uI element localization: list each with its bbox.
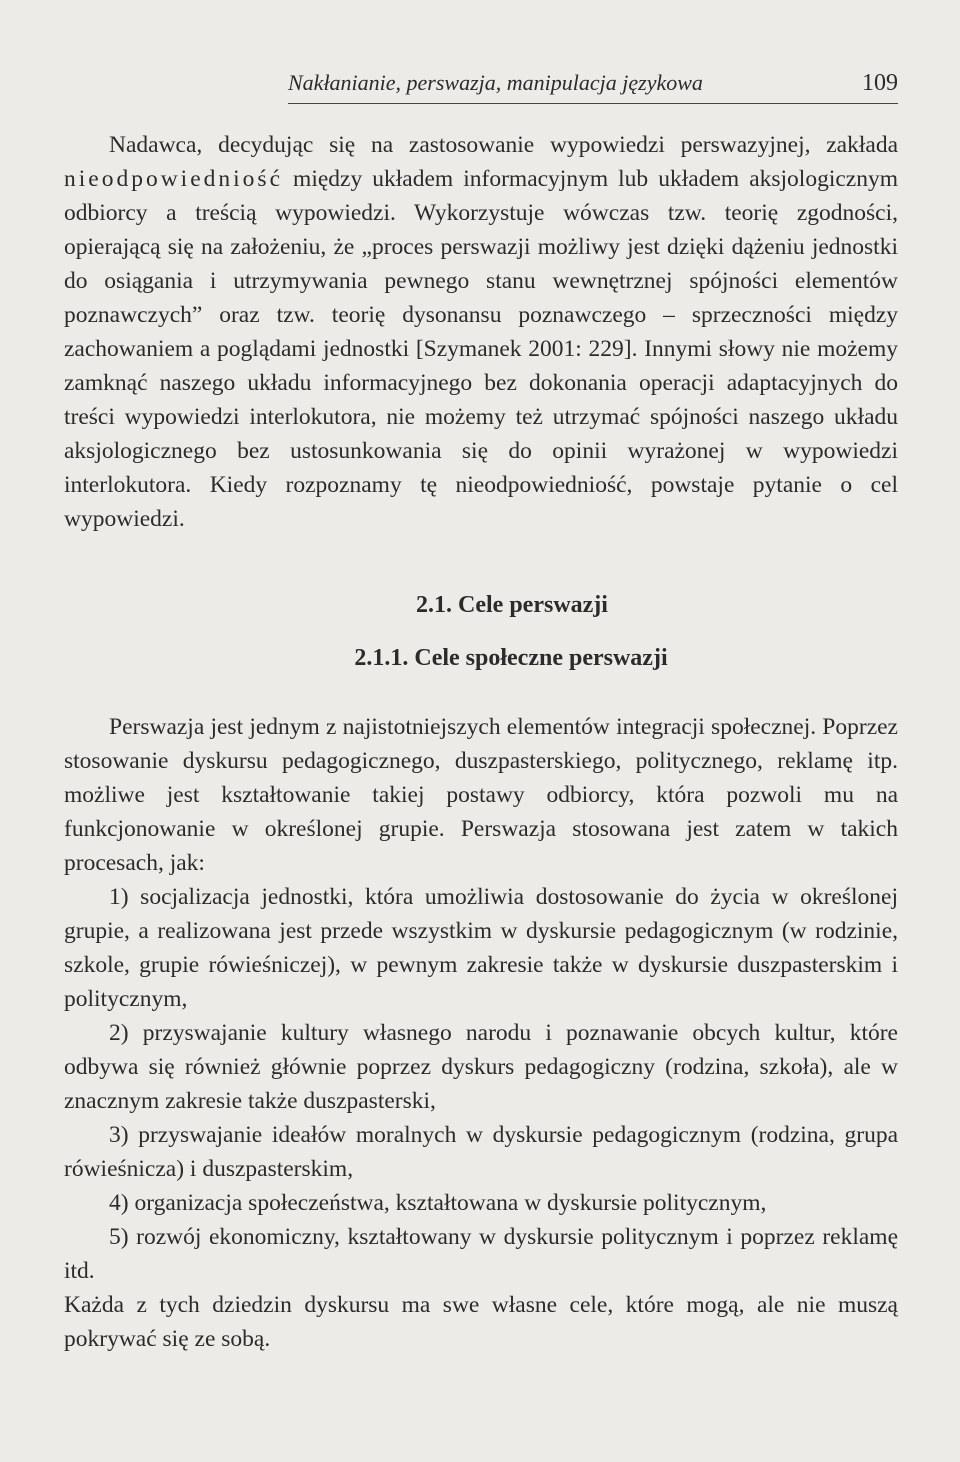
section-heading: 2.1. Cele perswazji: [416, 592, 608, 618]
body-paragraph: Perswazja jest jednym z najistotniejszych elementów integracji społecznej. Poprzez stosowanie dyskursu pedagogicznego, duszpasterskiego, politycznego, reklamę itp. możliwe jest kształtowanie takiej postawy odbiorcy, która pozwoli mu na funkcjonowanie w określonej grupie. Perswazja stosowana jest zatem w takich procesach, jak:: [64, 714, 898, 876]
subsection-heading: 2.1.1. Cele społeczne perswazji: [354, 645, 668, 671]
list-item: 2) przyswajanie kultury własnego narodu i poznawanie obcych kultur, które odbywa się również głównie poprzez dyskurs pedagogiczny (rodzina, szkoła), ale w znacznym zakresie także duszpasterski,: [64, 1020, 898, 1114]
running-head: [288, 70, 898, 104]
spaced-emphasis: nieodpowiedniość: [64, 166, 283, 192]
list-item: 1) socjalizacja jednostki, która umożliwia dostosowanie do życia w określonej grupie, a realizowana jest przede wszystkim w dyskursie pedagogicznym (w rodzinie, szkole, grupie rówieśniczej), w pewnym zakresie także w dyskursie duszpasterskim i politycznym,: [64, 884, 898, 1012]
intro-text-start: Nadawca, decydując się na zastosowanie wypowiedzi perswazyjnej, zakłada: [109, 132, 898, 158]
intro-text-end: między układem informacyjnym lub układem aksjologicznym odbiorcy a treścią wypowiedzi. Wykorzystuje wówczas tzw. teorię zgodności, opierającą się na założeniu, że „proces perswazji możliwy jest dzięki dążeniu jednostki do osiągania i utrzymywania pewnego stanu wewnętrznej spójności elementów poznawczych” oraz tzw. teorię dysonansu poznawczego – sprzeczności między zachowaniem a poglądami jednostki [Szymanek 2001: 229]. Innymi słowy nie możemy zamknąć naszego układu informacyjnego bez dokonania operacji adaptacyjnych do treści wypowiedzi interlokutora, nie możemy też utrzymać spójności naszego układu aksjologicznego bez ustosunkowania się do opinii wyrażonej w wypowiedzi interlokutora. Kiedy rozpoznamy tę nieodpowiedniość, powstaje pytanie o cel wypowiedzi.: [64, 166, 898, 532]
page-number: 109: [862, 70, 898, 96]
list-item: 3) przyswajanie ideałów moralnych w dyskursie pedagogicznym (rodzina, grupa rówieśnicza) i duszpasterskim,: [64, 1122, 898, 1182]
list-item: 4) organizacja społeczeństwa, kształtowana w dyskursie politycznym,: [109, 1190, 767, 1216]
running-title: Nakłanianie, perswazja, manipulacja językowa: [288, 70, 703, 95]
list-item: 5) rozwój ekonomiczny, kształtowany w dyskursie politycznym i poprzez reklamę itd.: [64, 1224, 898, 1284]
intro-paragraph: [64, 128, 898, 536]
closing-paragraph: Każda z tych dziedzin dyskursu ma swe własne cele, które mogą, ale nie muszą pokrywać się ze sobą.: [64, 1292, 898, 1352]
